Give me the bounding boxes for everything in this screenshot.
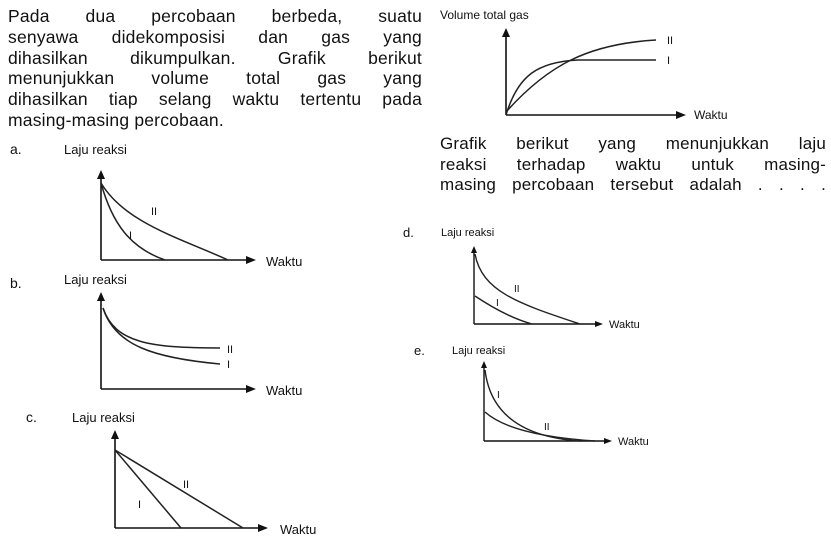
curve-label-I: I [497, 390, 500, 401]
curve-label-I: I [129, 230, 133, 242]
x-axis-arrow [595, 321, 603, 327]
curve-label-II: II [514, 284, 520, 295]
curve-label-I: I [667, 55, 671, 67]
curve-I [115, 450, 181, 528]
x-axis-arrow [258, 524, 268, 532]
option-ylabel: Laju reaksi [452, 345, 506, 357]
y-axis-arrow [97, 292, 105, 301]
option-d-graph[interactable] [400, 222, 660, 332]
option-ylabel: Laju reaksi [441, 227, 495, 239]
question-line: Grafik berikut yang menunjukkan laju [440, 134, 826, 153]
option-letter: b. [10, 275, 22, 291]
stem-line: Pada dua percobaan berbeda, suatu [8, 6, 422, 26]
option-letter: e. [414, 343, 425, 358]
option-xlabel: Waktu [618, 436, 649, 448]
curve-label-II: II [227, 344, 234, 356]
x-axis-arrow [604, 438, 612, 444]
x-axis-arrow [246, 385, 256, 393]
option-e-graph[interactable] [410, 342, 670, 454]
stem-line: dihasilkan dikumpulkan. Grafik berikut [8, 47, 422, 68]
y-axis-arrow [471, 246, 477, 253]
option-letter: d. [403, 225, 414, 240]
curve-II [115, 450, 243, 528]
option-b-graph[interactable] [0, 268, 330, 398]
stem-line: senyawa didekomposisi dan gas yang [8, 26, 422, 47]
stem-line: dihasilkan tiap selang waktu tertentu pada [8, 89, 422, 110]
curve-I [485, 370, 580, 441]
question-line: masing percobaan tersebut adalah . . . . [440, 175, 826, 194]
y-axis-arrow [97, 170, 105, 179]
curve-label-I: I [138, 499, 142, 511]
curve-I [103, 308, 220, 364]
option-ylabel: Laju reaksi [64, 142, 127, 157]
x-axis-arrow [246, 256, 256, 264]
question-prompt [440, 134, 826, 196]
option-ylabel: Laju reaksi [72, 410, 135, 425]
x-axis-arrow [676, 111, 686, 119]
curve-I [506, 60, 656, 115]
curve-II [475, 254, 580, 324]
curve-label-I: I [227, 359, 231, 371]
stem-line: menunjukkan volume total gas yang [8, 68, 422, 89]
curve-label-I: I [496, 298, 499, 309]
curve-label-II: II [667, 35, 674, 47]
curve-label-II: II [544, 422, 550, 433]
option-letter: c. [26, 409, 37, 425]
option-a-graph[interactable] [0, 138, 330, 270]
curve-II [101, 183, 228, 260]
option-xlabel: Waktu [280, 522, 317, 537]
question-line: reaksi terhadap waktu untuk masing- [440, 154, 826, 174]
option-ylabel: Laju reaksi [64, 272, 127, 287]
y-axis-arrow [502, 28, 510, 37]
volume-graph-ylabel: Volume total gas [440, 8, 529, 22]
curve-II [103, 308, 220, 348]
curve-I [101, 183, 165, 260]
volume-graph-xlabel: Waktu [694, 108, 728, 122]
curve-I [475, 296, 532, 324]
option-xlabel: Waktu [266, 254, 303, 269]
option-letter: a. [10, 141, 22, 157]
y-axis-arrow [111, 430, 119, 439]
volume-graph [438, 0, 768, 125]
question-stem [8, 6, 422, 131]
y-axis-arrow [481, 361, 487, 368]
curve-label-II: II [183, 479, 190, 491]
curve-II [485, 412, 595, 441]
stem-line: masing-masing percobaan. [8, 109, 224, 130]
option-xlabel: Waktu [609, 319, 640, 331]
option-c-graph[interactable] [0, 400, 340, 537]
curve-label-II: II [151, 206, 158, 218]
option-xlabel: Waktu [266, 383, 303, 398]
